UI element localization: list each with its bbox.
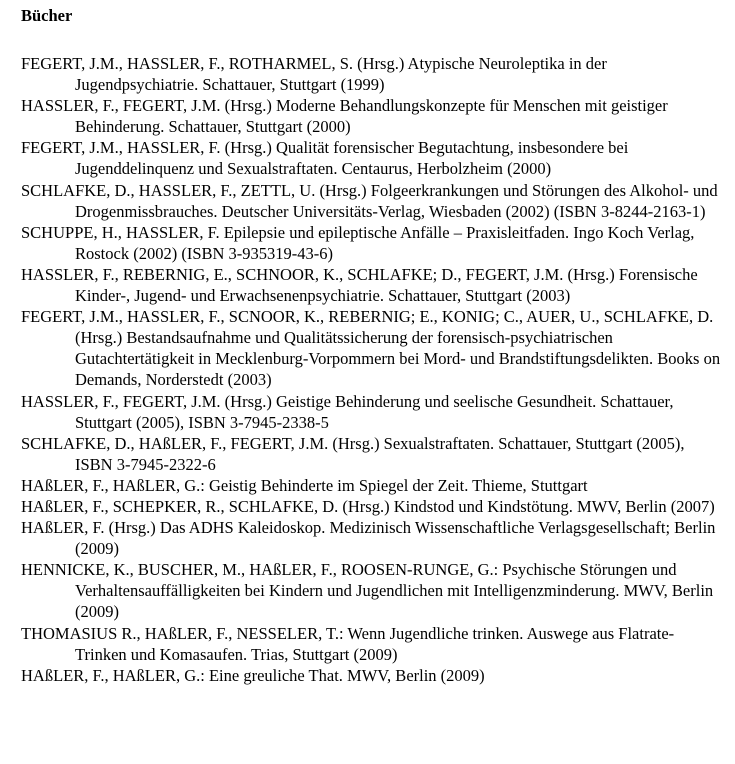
reference-item: FEGERT, J.M., HASSLER, F. (Hrsg.) Qualität forensischer Begutachtung, insbesondere bei Jugenddelinquenz und Sexualstraftaten. Centaurus, Herbolzheim (2000)	[21, 138, 629, 179]
reference-item: HASSLER, F., REBERNIG, E., SCHNOOR, K., SCHLAFKE; D., FEGERT, J.M. (Hrsg.) Forensische Kinder-, Jugend- und Erwachsenenpsychiatrie. Schattauer, Stuttgart (2003)	[21, 264, 698, 306]
reference-item: HAßLER, F. (Hrsg.) Das ADHS Kaleidoskop. Medizinisch Wissenschaftliche Verlagsgesellschaft; Berlin (2009)	[21, 518, 716, 559]
reference-item: SCHLAFKE, D., HASSLER, F., ZETTL, U. (Hrsg.) Folgeerkrankungen und Störungen des Alkohol- und Drogenmissbrauches. Deutscher Universitäts-Verlag, Wiesbaden (2002) (ISBN 3-8244-2163-1)	[21, 180, 718, 221]
reference-list	[21, 53, 723, 686]
reference-item: SCHLAFKE, D., HAßLER, F., FEGERT, J.M. (Hrsg.) Sexualstraftaten. Schattauer, Stuttgart (2005), ISBN 3-7945-2322-6	[21, 433, 685, 474]
reference-item: HAßLER, F., HAßLER, G.: Eine greuliche That. MWV, Berlin (2009)	[21, 665, 485, 685]
reference-item: HASSLER, F., FEGERT, J.M. (Hrsg.) Moderne Behandlungskonzepte für Menschen mit geistiger Behinderung. Schattauer, Stuttgart (2000)	[21, 96, 668, 137]
reference-item: HAßLER, F., HAßLER, G.: Geistig Behinderte im Spiegel der Zeit. Thieme, Stuttgart	[21, 475, 588, 495]
reference-item: HASSLER, F., FEGERT, J.M. (Hrsg.) Geistige Behinderung und seelische Gesundheit. Schattauer, Stuttgart (2005), ISBN 3-7945-2338-5	[21, 391, 674, 432]
reference-item: HAßLER, F., SCHEPKER, R., SCHLAFKE, D. (Hrsg.) Kindstod und Kindstötung. MWV, Berlin (2007)	[21, 496, 715, 516]
section-heading: Bücher	[21, 6, 73, 25]
reference-item: SCHUPPE, H., HASSLER, F. Epilepsie und epileptische Anfälle – Praxisleitfaden. Ingo Koch Verlag, Rostock (2002) (ISBN 3-935319-43-6)	[21, 222, 695, 263]
reference-item: THOMASIUS R., HAßLER, F., NESSELER, T.: Wenn Jugendliche trinken. Auswege aus Flatrate-Trinken und Komasaufen. Trias, Stuttgart (2009)	[21, 623, 675, 664]
reference-item: FEGERT, J.M., HASSLER, F., ROTHARMEL, S. (Hrsg.) Atypische Neuroleptika in der Jugendpsychiatrie. Schattauer, Stuttgart (1999)	[21, 54, 607, 95]
reference-item: FEGERT, J.M., HASSLER, F., SCNOOR, K., REBERNIG; E., KONIG; C., AUER, U., SCHLAFKE, D. (Hrsg.) Bestandsaufnahme und Qualitätssicherung der forensisch-psychiatrischen Gutachtertätigkeit in Mecklenburg-Vorpommern bei Mord- und Brandstiftungsdelikten. Books on Demands, Norderstedt (2003)	[21, 307, 721, 390]
reference-item: HENNICKE, K., BUSCHER, M., HAßLER, F., ROOSEN-RUNGE, G.: Psychische Störungen und Verhaltensauffälligkeiten bei Kindern und Jugendlichen mit Intelligenzminderung. MWV, Berlin (2009)	[21, 560, 714, 622]
